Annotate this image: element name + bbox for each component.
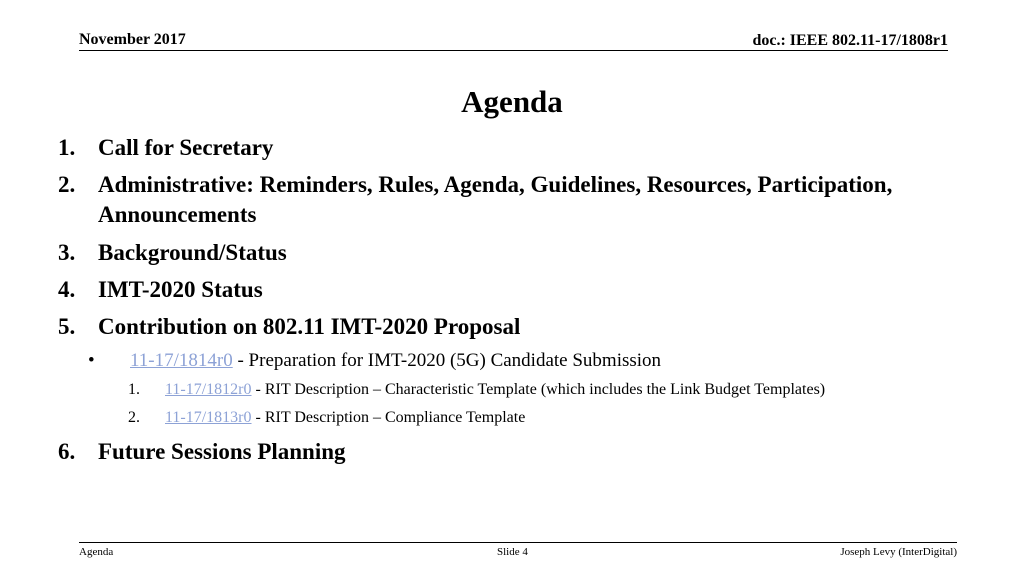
subsub-item-text: - RIT Description – Characteristic Template (which includes the Link Budget Templates): [251, 381, 826, 398]
agenda-item-number: 6.: [58, 439, 76, 464]
agenda-item-number: 5.: [58, 314, 76, 339]
agenda-item-text-continued: Announcements: [98, 202, 257, 227]
subsub-item-number: 1.: [128, 381, 140, 398]
agenda-item-text: Contribution on 802.11 IMT-2020 Proposal: [98, 314, 521, 339]
agenda-item-number: 1.: [58, 135, 76, 160]
agenda-item-text: Call for Secretary: [98, 135, 274, 160]
header-date: November 2017: [79, 31, 186, 48]
footer-author: Joseph Levy (InterDigital): [840, 546, 957, 558]
sub-bullet-content: [130, 349, 661, 373]
agenda-item-number: 2.: [58, 172, 76, 197]
agenda-item-text: IMT-2020 Status: [98, 277, 263, 302]
subsub-item-2: [165, 408, 525, 428]
subsub-item-text: - RIT Description – Compliance Template: [251, 409, 526, 426]
doc-link-1813r0[interactable]: 11-17/1813r0: [165, 409, 252, 426]
sub-bullet-item: [88, 349, 95, 373]
doc-link-1814r0[interactable]: 11-17/1814r0: [130, 350, 233, 371]
header-divider: [79, 50, 948, 51]
agenda-item-text: Background/Status: [98, 240, 287, 265]
agenda-item-text: Administrative: Reminders, Rules, Agenda, Guidelines, Resources, Participation,: [98, 172, 893, 197]
slide-title: Agenda: [461, 84, 563, 119]
subsub-item-1: [165, 380, 825, 400]
header-doc-id: doc.: IEEE 802.11-17/1808r1: [752, 32, 948, 49]
agenda-item-number: 4.: [58, 277, 76, 302]
agenda-item-text: Future Sessions Planning: [98, 439, 346, 464]
agenda-item-number: 3.: [58, 240, 76, 265]
footer-left-label: Agenda: [79, 546, 114, 558]
slide-number: Slide 4: [497, 546, 528, 558]
sub-bullet-text: - Preparation for IMT-2020 (5G) Candidate Submission: [232, 350, 662, 371]
doc-link-1812r0[interactable]: 11-17/1812r0: [165, 381, 252, 398]
footer-divider: [79, 542, 957, 543]
bullet-icon: •: [88, 350, 95, 371]
subsub-item-number: 2.: [128, 409, 140, 426]
